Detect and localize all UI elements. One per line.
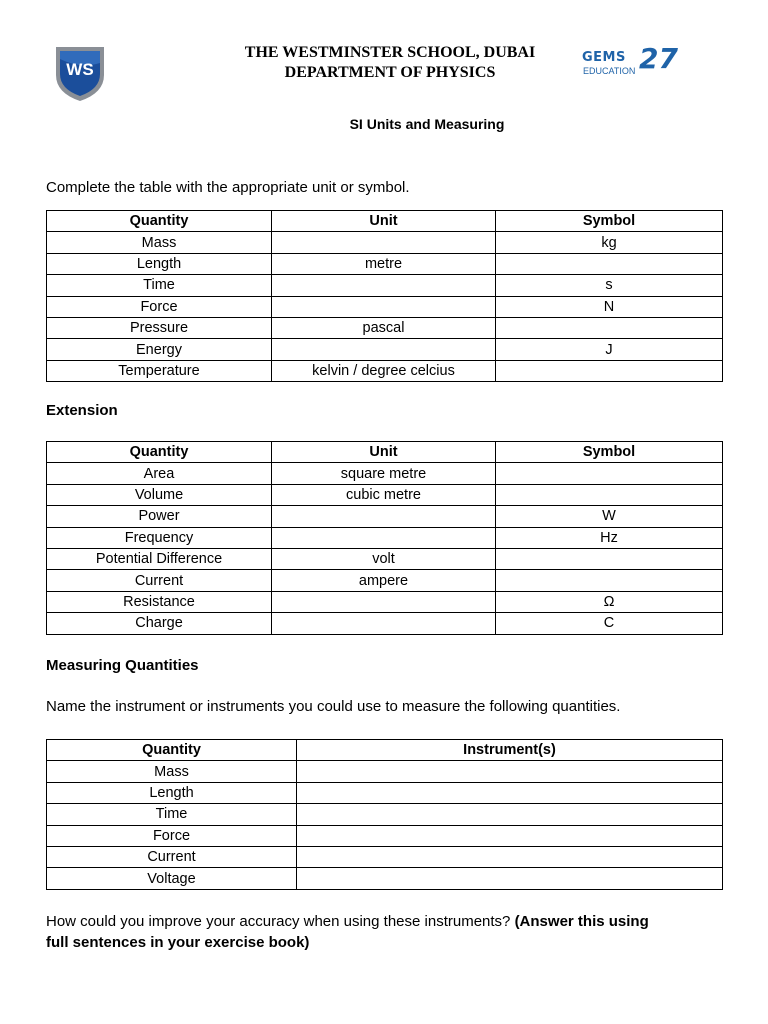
column-header: Unit xyxy=(272,442,496,463)
quantity-cell: Frequency xyxy=(47,527,272,548)
table-row xyxy=(47,253,723,274)
table-row xyxy=(47,613,723,634)
column-header: Quantity xyxy=(47,211,272,232)
answer-cell[interactable] xyxy=(496,548,723,569)
answer-cell[interactable]: C xyxy=(496,613,723,634)
answer-cell[interactable] xyxy=(496,484,723,505)
quantity-cell: Force xyxy=(47,825,297,846)
answer-cell[interactable]: kg xyxy=(496,232,723,253)
table-header-row xyxy=(47,211,723,232)
answer-cell[interactable]: kelvin / degree celcius xyxy=(272,360,496,381)
quantity-cell: Current xyxy=(47,846,297,867)
quantity-cell: Charge xyxy=(47,613,272,634)
answer-cell[interactable] xyxy=(272,296,496,317)
quantity-cell: Energy xyxy=(47,339,272,360)
answer-cell[interactable] xyxy=(297,761,723,782)
answer-cell[interactable]: cubic metre xyxy=(272,484,496,505)
quantity-cell: Length xyxy=(47,253,272,274)
answer-cell[interactable] xyxy=(272,275,496,296)
answer-cell[interactable]: Hz xyxy=(496,527,723,548)
answer-cell[interactable]: Ω xyxy=(496,591,723,612)
table-row xyxy=(47,527,723,548)
quantity-cell: Time xyxy=(47,804,297,825)
table-header-row xyxy=(47,442,723,463)
answer-cell[interactable] xyxy=(297,846,723,867)
answer-cell[interactable] xyxy=(272,232,496,253)
quantity-cell: Pressure xyxy=(47,317,272,338)
gems-sub: EDUCATION xyxy=(583,66,636,76)
instructions-2: Name the instrument or instruments you could use to measure the following quantities. xyxy=(46,698,621,715)
table-row xyxy=(47,360,723,381)
quantity-cell: Power xyxy=(47,506,272,527)
quantity-cell: Volume xyxy=(47,484,272,505)
column-header: Unit xyxy=(272,211,496,232)
accuracy-question xyxy=(46,911,726,953)
school-name: THE WESTMINSTER SCHOOL, DUBAI xyxy=(244,44,536,61)
answer-cell[interactable]: volt xyxy=(272,548,496,569)
answer-cell[interactable]: metre xyxy=(272,253,496,274)
gems-brand: GEMS xyxy=(582,50,626,65)
answer-cell[interactable] xyxy=(496,317,723,338)
question-bold-2: full sentences in your exercise book) xyxy=(46,934,310,951)
answer-cell[interactable] xyxy=(496,253,723,274)
answer-cell[interactable]: N xyxy=(496,296,723,317)
quantity-cell: Potential Difference xyxy=(47,548,272,569)
table-row xyxy=(47,591,723,612)
answer-cell[interactable] xyxy=(272,506,496,527)
answer-cell[interactable] xyxy=(496,360,723,381)
quantity-cell: Resistance xyxy=(47,591,272,612)
instructions-1: Complete the table with the appropriate unit or symbol. xyxy=(46,179,410,196)
units-table xyxy=(46,210,723,382)
page-title: SI Units and Measuring xyxy=(349,116,505,132)
table-row xyxy=(47,484,723,505)
quantity-cell: Mass xyxy=(47,232,272,253)
answer-cell[interactable] xyxy=(297,825,723,846)
answer-cell[interactable]: W xyxy=(496,506,723,527)
answer-cell[interactable]: ampere xyxy=(272,570,496,591)
table-row xyxy=(47,296,723,317)
question-text: How could you improve your accuracy when using these instruments? xyxy=(46,913,515,930)
answer-cell[interactable]: pascal xyxy=(272,317,496,338)
question-bold-1: (Answer this using xyxy=(514,913,649,930)
table-row xyxy=(47,339,723,360)
table-row xyxy=(47,275,723,296)
answer-cell[interactable] xyxy=(297,868,723,889)
measuring-heading: Measuring Quantities xyxy=(46,657,199,674)
quantity-cell: Length xyxy=(47,782,297,803)
answer-cell[interactable] xyxy=(297,804,723,825)
instruments-table xyxy=(46,739,723,890)
answer-cell[interactable] xyxy=(496,463,723,484)
table-row xyxy=(47,804,723,825)
table-row xyxy=(47,317,723,338)
column-header: Instrument(s) xyxy=(297,740,723,761)
quantity-cell: Mass xyxy=(47,761,297,782)
table-header-row xyxy=(47,740,723,761)
answer-cell[interactable] xyxy=(297,782,723,803)
quantity-cell: Force xyxy=(47,296,272,317)
answer-cell[interactable]: J xyxy=(496,339,723,360)
answer-cell[interactable] xyxy=(496,570,723,591)
answer-cell[interactable]: square metre xyxy=(272,463,496,484)
table-row xyxy=(47,782,723,803)
table-row xyxy=(47,232,723,253)
table-row xyxy=(47,868,723,889)
table-row xyxy=(47,846,723,867)
quantity-cell: Temperature xyxy=(47,360,272,381)
quantity-cell: Area xyxy=(47,463,272,484)
gems-number: 27 xyxy=(639,42,678,75)
table-row xyxy=(47,825,723,846)
school-logo-text: WS xyxy=(66,60,94,79)
column-header: Symbol xyxy=(496,442,723,463)
table-row xyxy=(47,761,723,782)
answer-cell[interactable] xyxy=(272,339,496,360)
answer-cell[interactable] xyxy=(272,527,496,548)
answer-cell[interactable] xyxy=(272,591,496,612)
table-row xyxy=(47,570,723,591)
department-name: DEPARTMENT OF PHYSICS xyxy=(284,64,496,81)
quantity-cell: Current xyxy=(47,570,272,591)
column-header: Quantity xyxy=(47,442,272,463)
extension-table xyxy=(46,441,723,635)
column-header: Quantity xyxy=(47,740,297,761)
answer-cell[interactable] xyxy=(272,613,496,634)
quantity-cell: Time xyxy=(47,275,272,296)
answer-cell[interactable]: s xyxy=(496,275,723,296)
quantity-cell: Voltage xyxy=(47,868,297,889)
column-header: Symbol xyxy=(496,211,723,232)
table-row xyxy=(47,506,723,527)
extension-heading: Extension xyxy=(46,402,118,419)
table-row xyxy=(47,548,723,569)
table-row xyxy=(47,463,723,484)
school-shield-logo xyxy=(54,45,106,103)
